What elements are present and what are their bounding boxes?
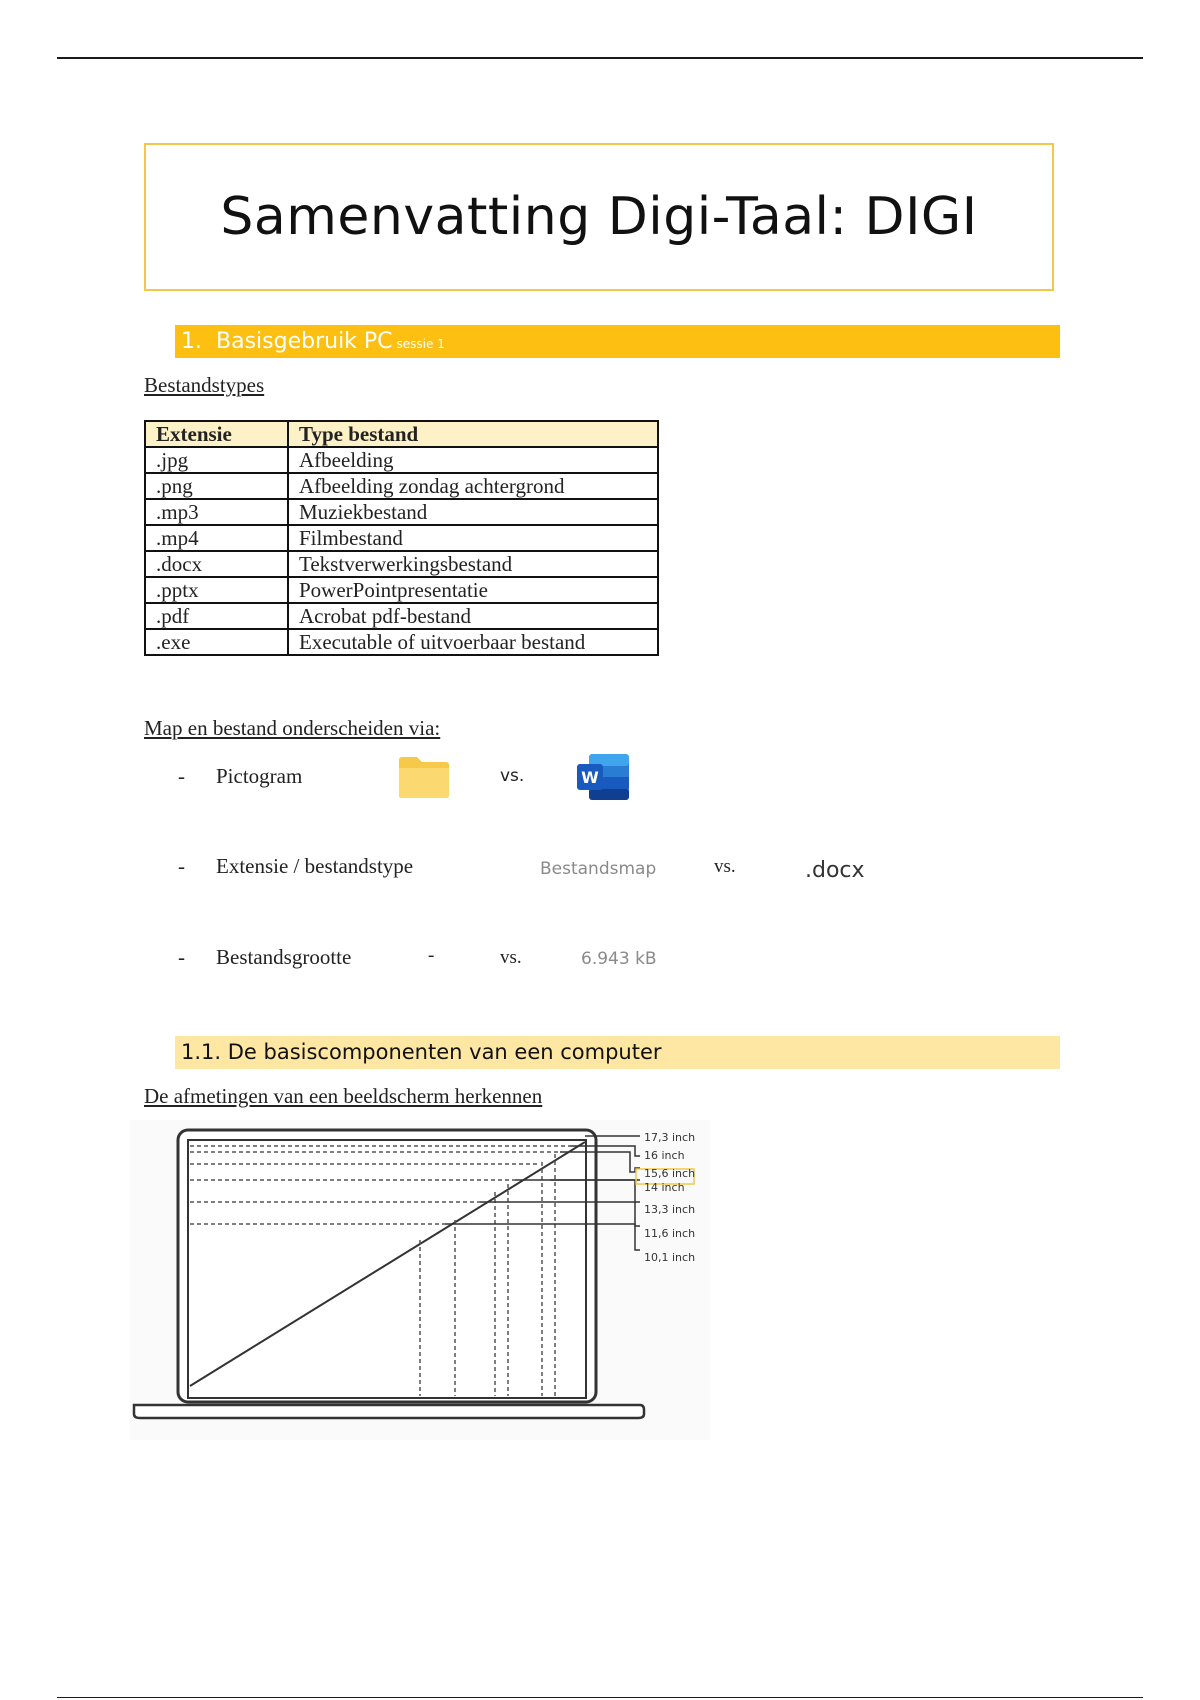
table-cell: .docx [145,551,288,577]
bullet-dash: - [178,854,185,878]
word-icon [575,752,631,802]
table-cell: PowerPointpresentatie [288,577,658,603]
distinguish-heading: Map en bestand onderscheiden via: [144,716,441,740]
bullet-vs: vs. [500,766,525,786]
section-tag: sessie 1 [396,337,445,351]
bottom-rule [57,1697,1143,1698]
table-row [145,577,658,603]
table-cell: .exe [145,629,288,655]
table-cell: .mp3 [145,499,288,525]
table-row [145,551,658,577]
laptop-screen-diagram [130,1120,710,1440]
table-header-row [145,421,658,447]
filetypes-table [144,420,659,656]
file-size-value: 6.943 kB [581,949,657,969]
section-title: Basisgebruik PC [216,329,393,354]
bullet-vs: vs. [714,856,736,877]
bullet-label: Bestandsgrootte [216,945,352,969]
document-title: Samenvatting Digi-Taal: DIGI [220,187,978,247]
bullet-dash: - [178,945,185,969]
table-cell: Afbeelding zondag achtergrond [288,473,658,499]
section-number: 1. [181,329,202,354]
table-row [145,629,658,655]
bullet-vs: vs. [500,947,522,968]
docx-value: .docx [805,858,865,883]
table-header: Type bestand [288,421,658,447]
size-label: 13,3 inch [644,1203,696,1216]
size-label-highlighted: 15,6 inch [644,1167,696,1180]
bullet-dash: - [178,764,185,788]
table-cell: Afbeelding [288,447,658,473]
filetypes-heading: Bestandstypes [144,373,265,397]
screen-heading: De afmetingen van een beeldscherm herkennen [144,1084,543,1108]
table-cell: Tekstverwerkingsbestand [288,551,658,577]
table-cell: .pptx [145,577,288,603]
table-cell: Filmbestand [288,525,658,551]
top-rule [57,57,1143,59]
size-label: 17,3 inch [644,1131,696,1144]
table-row [145,603,658,629]
table-cell: Muziekbestand [288,499,658,525]
table-cell: Acrobat pdf-bestand [288,603,658,629]
table-cell: Executable of uitvoerbaar bestand [288,629,658,655]
table-row [145,525,658,551]
bullet-label: Extensie / bestandstype [216,854,414,878]
table-header: Extensie [145,421,288,447]
svg-text:W: W [581,768,599,787]
size-label: 10,1 inch [644,1251,696,1264]
table-row [145,473,658,499]
section-heading-1-1 [175,1036,1060,1069]
section-title: 1.1. De basiscomponenten van een computer [181,1040,662,1064]
size-label: 16 inch [644,1149,685,1162]
table-cell: .pdf [145,603,288,629]
table-row [145,447,658,473]
bullet-filesize [178,945,351,970]
bullet-label: Pictogram [216,764,303,788]
bullet-pictogram [178,764,302,789]
bullet-extension [178,854,413,879]
section-heading-1 [175,325,1060,358]
table-cell: .jpg [145,447,288,473]
title-box [144,143,1054,291]
folder-size-value: - [428,945,435,966]
table-cell: .mp4 [145,525,288,551]
size-label: 14 inch [644,1181,685,1194]
table-cell: .png [145,473,288,499]
folder-icon [397,754,451,800]
size-label: 11,6 inch [644,1227,696,1240]
folder-type-value: Bestandsmap [540,859,657,879]
table-row [145,499,658,525]
